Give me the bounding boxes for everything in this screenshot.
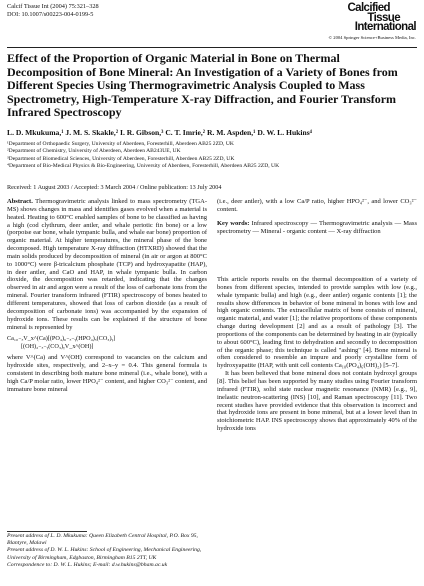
affiliations — [7, 141, 279, 171]
footnotes — [7, 533, 207, 569]
logo-line-3: International — [354, 21, 416, 34]
journal-logo — [329, 4, 416, 40]
correspondence: Correspondence to: D. W. L. Hukins; E-mail: d.w.hukins@bham.ac.uk — [7, 561, 168, 568]
formula-line-1: Ca₁₀₋ₓV_x^(Ca)[(PO₄)₆₋ₓ₋ᵧ(HPO₄)ₓ(CO₃)ᵧ] — [7, 335, 116, 343]
logo-line-2: Tissue — [367, 11, 400, 24]
affiliation-1: ¹Department of Orthopaedic Surgery, University of Aberdeen, Foresterhill, Aberdeen AB25 2ZD, UK — [7, 141, 234, 147]
running-header — [7, 3, 99, 18]
header-rule — [7, 47, 417, 48]
present-address-2: Present address of D. W. L. Hukins: School of Engineering, Mechanical Engineering, University of Birmingham, Edgbaston, Birmingham B15 2TT, UK — [7, 547, 202, 561]
journal-citation: Calcif Tissue Int (2004) 75:321–328 — [7, 3, 99, 10]
affiliation-2: ²Department of Chemistry, University of Aberdeen, Aberdeen AB243UE, UK — [7, 148, 181, 155]
left-column — [7, 198, 207, 394]
affiliation-4: ⁴Department of Bio-Medical Physics & Bio-Engineering, University of Aberdeen, Foresterhill, Aberdeen AB25 2ZD, UK — [7, 163, 280, 170]
intro-paragraph-1: This article reports results on the thermal decomposition of a variety of bones from different species, intended to provide samples with low (e.g., whale tympanic bulla) and high (e.g., deer antler) organic contents [1]; the results show differences in behavior of bone mineral in bones with low and high organic contents. The extracellular matrix of bone consists of mineral, organic material, and water [1]; the relative proportions of these components change during development [2] and as a result of pathology [3]. The proportions of the components can be determined by heating in air (typically to about 600°C), leading first to dehydration and secondly to decomposition of the organic phase; this technique is called "ashing" [4]. Bone mineral is often considered to resemble an impure and poorly crystalline form of hydroxyapatite (HAP, with unit cell contents Ca₁₀(PO₄)₆(OH)₂) [5–7]. — [217, 276, 417, 370]
present-address-1: Present address of L. D. Mkukuma: Queen Elizabeth Central Hospital, P.O. Box 95, Blantyre, Malawi — [7, 533, 198, 547]
abstract-label: Abstract. — [7, 198, 33, 205]
key-words-text: Infrared spectroscopy — Thermogravimetric analysis — Mass spectrometry — Mineral - organic content — X-ray diffraction — [217, 219, 417, 235]
doi: DOI: 10.1007/s00223-004-0199-5 — [7, 10, 94, 18]
affiliation-3: ³Department of Biomedical Sciences, University of Aberdeen, Foresterhill, Aberdeen AB25 2ZD, UK — [7, 155, 235, 162]
mineral-formula — [7, 335, 207, 351]
abstract-after-formula: where V^(Ca) and V^(OH) correspond to vacancies on the calcium and hydroxide sites, respectively, and 2–x–y = 0.4. This general formula is consistent in describing both mature bone mineral (i.e., whale bone), with a high Ca/P molar ratio, lower HPO₄²⁻ content, and higher CO₃²⁻ content, and immature bone mineral — [7, 354, 207, 393]
abstract — [7, 198, 207, 331]
logo-line-1: Calcified — [347, 2, 390, 14]
author-list: L. D. Mkukuma,¹ J. M. S. Skakle,² I. R. Gibson,³ C. T. Imrie,² R. M. Aspden,¹ D. W. L. Hukins⁴ — [7, 128, 312, 137]
footnote-rule — [7, 531, 87, 532]
right-column-body — [217, 276, 417, 433]
formula-line-2: [(OH)₂₋ₓ₋ᵧ(CO₃)ᵧV_x^(OH)] — [21, 343, 94, 351]
copyright-notice: © 2004 Springer Science+Business Media, Inc. — [328, 34, 416, 40]
right-column — [217, 198, 417, 235]
publication-dates: Received: 1 August 2003 / Accepted: 3 March 2004 / Online publication: 13 July 2004 — [7, 184, 222, 191]
article-title: Effect of the Proportion of Organic Material in Bone on Thermal Decomposition of Bone Mineral: An Investigation of a Variety of Bones from Different Species Using Thermogravimetric Analysis Coupled to Mass Spectrometry, High-Temperature X-ray Diffraction, and Fourier Transform Infrared Spectroscopy — [7, 51, 398, 120]
key-words — [217, 220, 417, 236]
abstract-text: Thermogravimetric analysis linked to mass spectrometry (TGA-MS) shows changes in mass and identifies gases evolved when a material is heated. Heating to 600°C enabled samples of bone to be classified as having a high (cod clythrum, deer antler, and whale periotic fin bone) or a low (porpoise ear bone, whale tympanic bulla, and whale ear bone) proportion of organic material. At higher temperatures, the mineral phase of the bone decomposed. High temperature X-ray diffraction (HTXRD) showed that the main solids produced by decomposition of mineral (in air or argon at 800°C to 1000°C) were β-tricalcium phosphate (TCP) and hydroxyapatite (HAP), in deer antler, and CaO and HAP, in whale tympanic bulla. In carbon dioxide, the decomposition was retarded, indicating that the changes observed in air and argon were a result of the loss of carbonate ions from the mineral. Fourier transform infrared (FTIR) spectroscopy of bones heated to different temperatures, showed that loss of carbon dioxide (as a result of decomposition of carbonate ions) was accompanied by the expansion of hydroxide ions. These results can be explained if the structure of bone mineral is represented by — [7, 198, 207, 331]
key-words-label: Key words: — [217, 219, 250, 227]
abstract-continued: (i.e., deer antler), with a low Ca/P ratio, higher HPO₄²⁻, and lower CO₃²⁻ content. — [217, 198, 417, 213]
intro-paragraph-2: It has been believed that bone mineral does not contain hydroxyl groups [8]. This belief has been supported by many studies using Fourier transform infrared (FTIR), solid state nuclear magnetic resonance (NMR) [e.g., 9], inelastic neutron-scattering (INS) [10], and Raman spectroscopy [11]. Two recent studies have provided evidence that this observation is incorrect and that hydroxide ions are present in bone mineral, but at a lower level than in stoichiometric HAP. INS spectroscopy shows that approximately 40% of the hydroxide ions — [217, 370, 417, 433]
